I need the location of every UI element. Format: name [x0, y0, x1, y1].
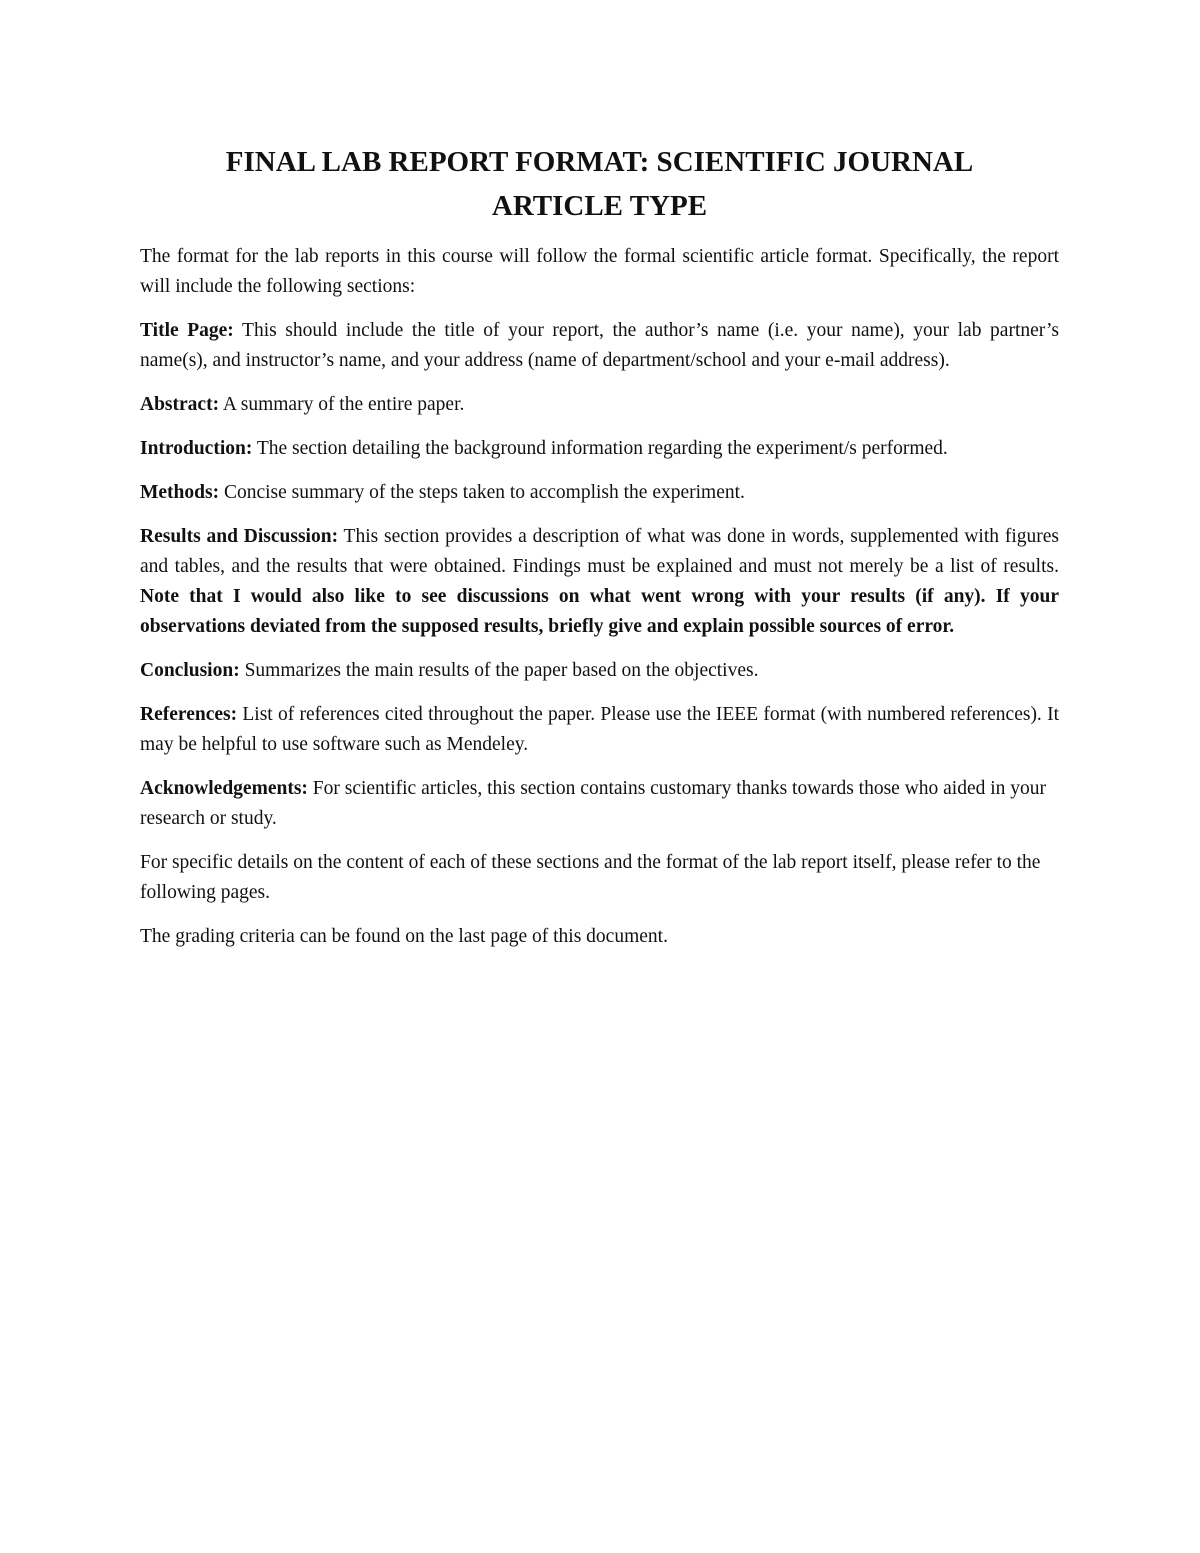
section-label: Acknowledgements:	[140, 778, 308, 799]
section-label: Abstract:	[140, 394, 220, 415]
section-acknowledgements: Acknowledgements: For scientific articles, this section contains customary thanks towards those who aided in your research or study.	[140, 778, 1047, 829]
section-label: Results and Discussion:	[140, 526, 339, 547]
section-label: Introduction:	[140, 438, 253, 459]
section-methods: Methods: Concise summary of the steps taken to accomplish the experiment.	[140, 482, 745, 503]
section-label: Conclusion:	[140, 660, 240, 681]
section-abstract: Abstract: A summary of the entire paper.	[140, 394, 465, 415]
section-introduction: Introduction: The section detailing the background information regarding the experiment/s performed.	[140, 438, 948, 459]
section-label: Methods:	[140, 482, 220, 503]
intro-paragraph: The format for the lab reports in this course will follow the formal scientific article format. Specifically, the report will include the following sections:	[140, 246, 1059, 297]
details-paragraph: For specific details on the content of each of these sections and the format of the lab report itself, please refer to the following pages.	[140, 852, 1041, 903]
section-conclusion: Conclusion: Summarizes the main results of the paper based on the objectives.	[140, 660, 759, 681]
section-label: Title Page:	[140, 320, 234, 341]
document-page	[140, 140, 1059, 966]
section-label: References:	[140, 704, 238, 725]
document-title: FINAL LAB REPORT FORMAT: SCIENTIFIC JOURNAL ARTICLE TYPE	[225, 146, 974, 222]
grading-paragraph: The grading criteria can be found on the last page of this document.	[140, 926, 668, 947]
section-references: References: List of references cited throughout the paper. Please use the IEEE format (with numbered references). It may be helpful to use software such as Mendeley.	[140, 704, 1059, 755]
section-results: Results and Discussion: This section provides a description of what was done in words, supplemented with figures and tables, and the results that were obtained. Findings must be explained and must not merely be a list of results. Note that I would also like to see discussions on what went wrong with your results (if any). If your observations deviated from the supposed results, briefly give and explain possible sources of error.	[140, 526, 1059, 637]
section-title-page: Title Page: This should include the title of your report, the author’s name (i.e. your name), your lab partner’s name(s), and instructor’s name, and your address (name of department/school and your e-mail address).	[140, 320, 1059, 371]
bold-note: Note that I would also like to see discussions on what went wrong with your results (if any). If your observations deviated from the supposed results, briefly give and explain possible sources of error.	[140, 586, 1059, 637]
